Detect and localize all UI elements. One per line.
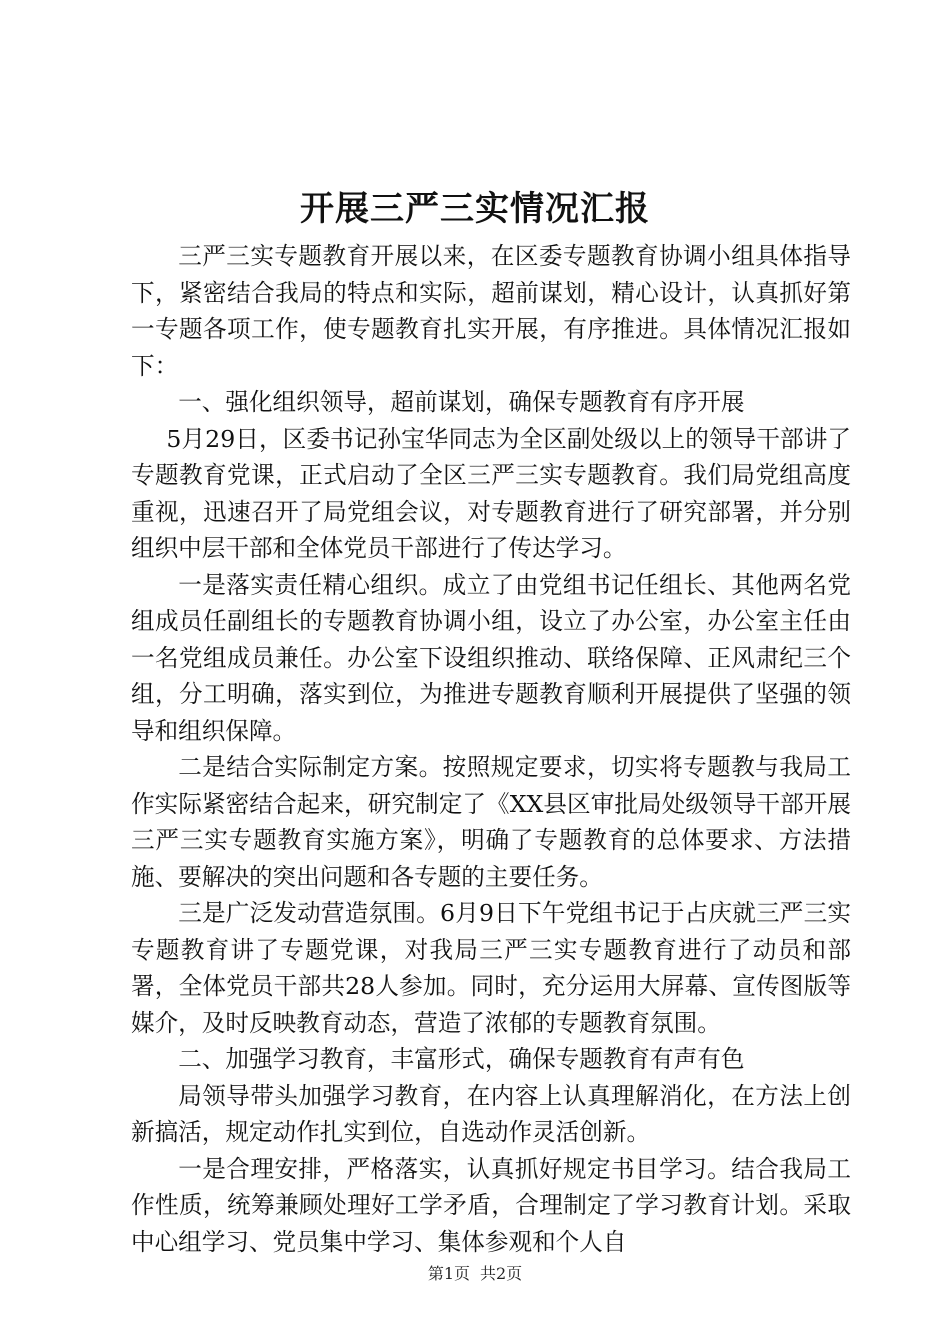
body-paragraph: 局领导带头加强学习教育，在内容上认真理解消化，在方法上创新搞活，规定动作扎实到位，自选动作灵活创新。 [131, 1081, 851, 1146]
document-body [131, 238, 851, 1260]
intro-paragraph: 三严三实专题教育开展以来，在区委专题教育协调小组具体指导下，紧密结合我局的特点和实际，超前谋划，精心设计，认真抓好第一专题各项工作，使专题教育扎实开展，有序推进。具体情况汇报如下： [131, 242, 851, 380]
section-heading-2: 二、加强学习教育，丰富形式，确保专题教育有声有色 [178, 1045, 745, 1073]
body-paragraph: 二是结合实际制定方案。按照规定要求，切实将专题教与我局工作实际紧密结合起来，研究制定了《XX县区审批局处级领导干部开展三严三实专题教育实施方案》，明确了专题教育的总体要求、方法措施、要解决的突出问题和各专题的主要任务。 [131, 753, 851, 891]
page-number-total: 共2页 [480, 1264, 523, 1283]
document-title: 开展三严三实情况汇报 [300, 189, 650, 229]
body-paragraph: 三是广泛发动营造氛围。6月9日下午党组书记于占庆就三严三实专题教育讲了专题党课，对我局三严三实专题教育进行了动员和部署，全体党员干部共28人参加。同时，充分运用大屏幕、宣传图版等媒介，及时反映教育动态，营造了浓郁的专题教育氛围。 [131, 899, 851, 1037]
body-paragraph: 5月29日，区委书记孙宝华同志为全区副处级以上的领导干部讲了专题教育党课，正式启动了全区三严三实专题教育。我们局党组高度重视，迅速召开了局党组会议，对专题教育进行了研究部署，并分别组织中层干部和全体党员干部进行了传达学习。 [131, 424, 851, 562]
page-footer [0, 1264, 950, 1284]
body-paragraph: 一是落实责任精心组织。成立了由党组书记任组长、其他两名党组成员任副组长的专题教育协调小组，设立了办公室，办公室主任由一名党组成员兼任。办公室下设组织推动、联络保障、正风肃纪三个组，分工明确，落实到位，为推进专题教育顺利开展提供了坚强的领导和组织保障。 [131, 570, 851, 745]
page-number-current: 第1页 [427, 1264, 470, 1283]
section-heading-1: 一、强化组织领导，超前谋划，确保专题教育有序开展 [178, 388, 745, 416]
body-paragraph: 一是合理安排，严格落实，认真抓好规定书目学习。结合我局工作性质，统筹兼顾处理好工学矛盾，合理制定了学习教育计划。采取中心组学习、党员集中学习、集体参观和个人自 [131, 1154, 851, 1256]
